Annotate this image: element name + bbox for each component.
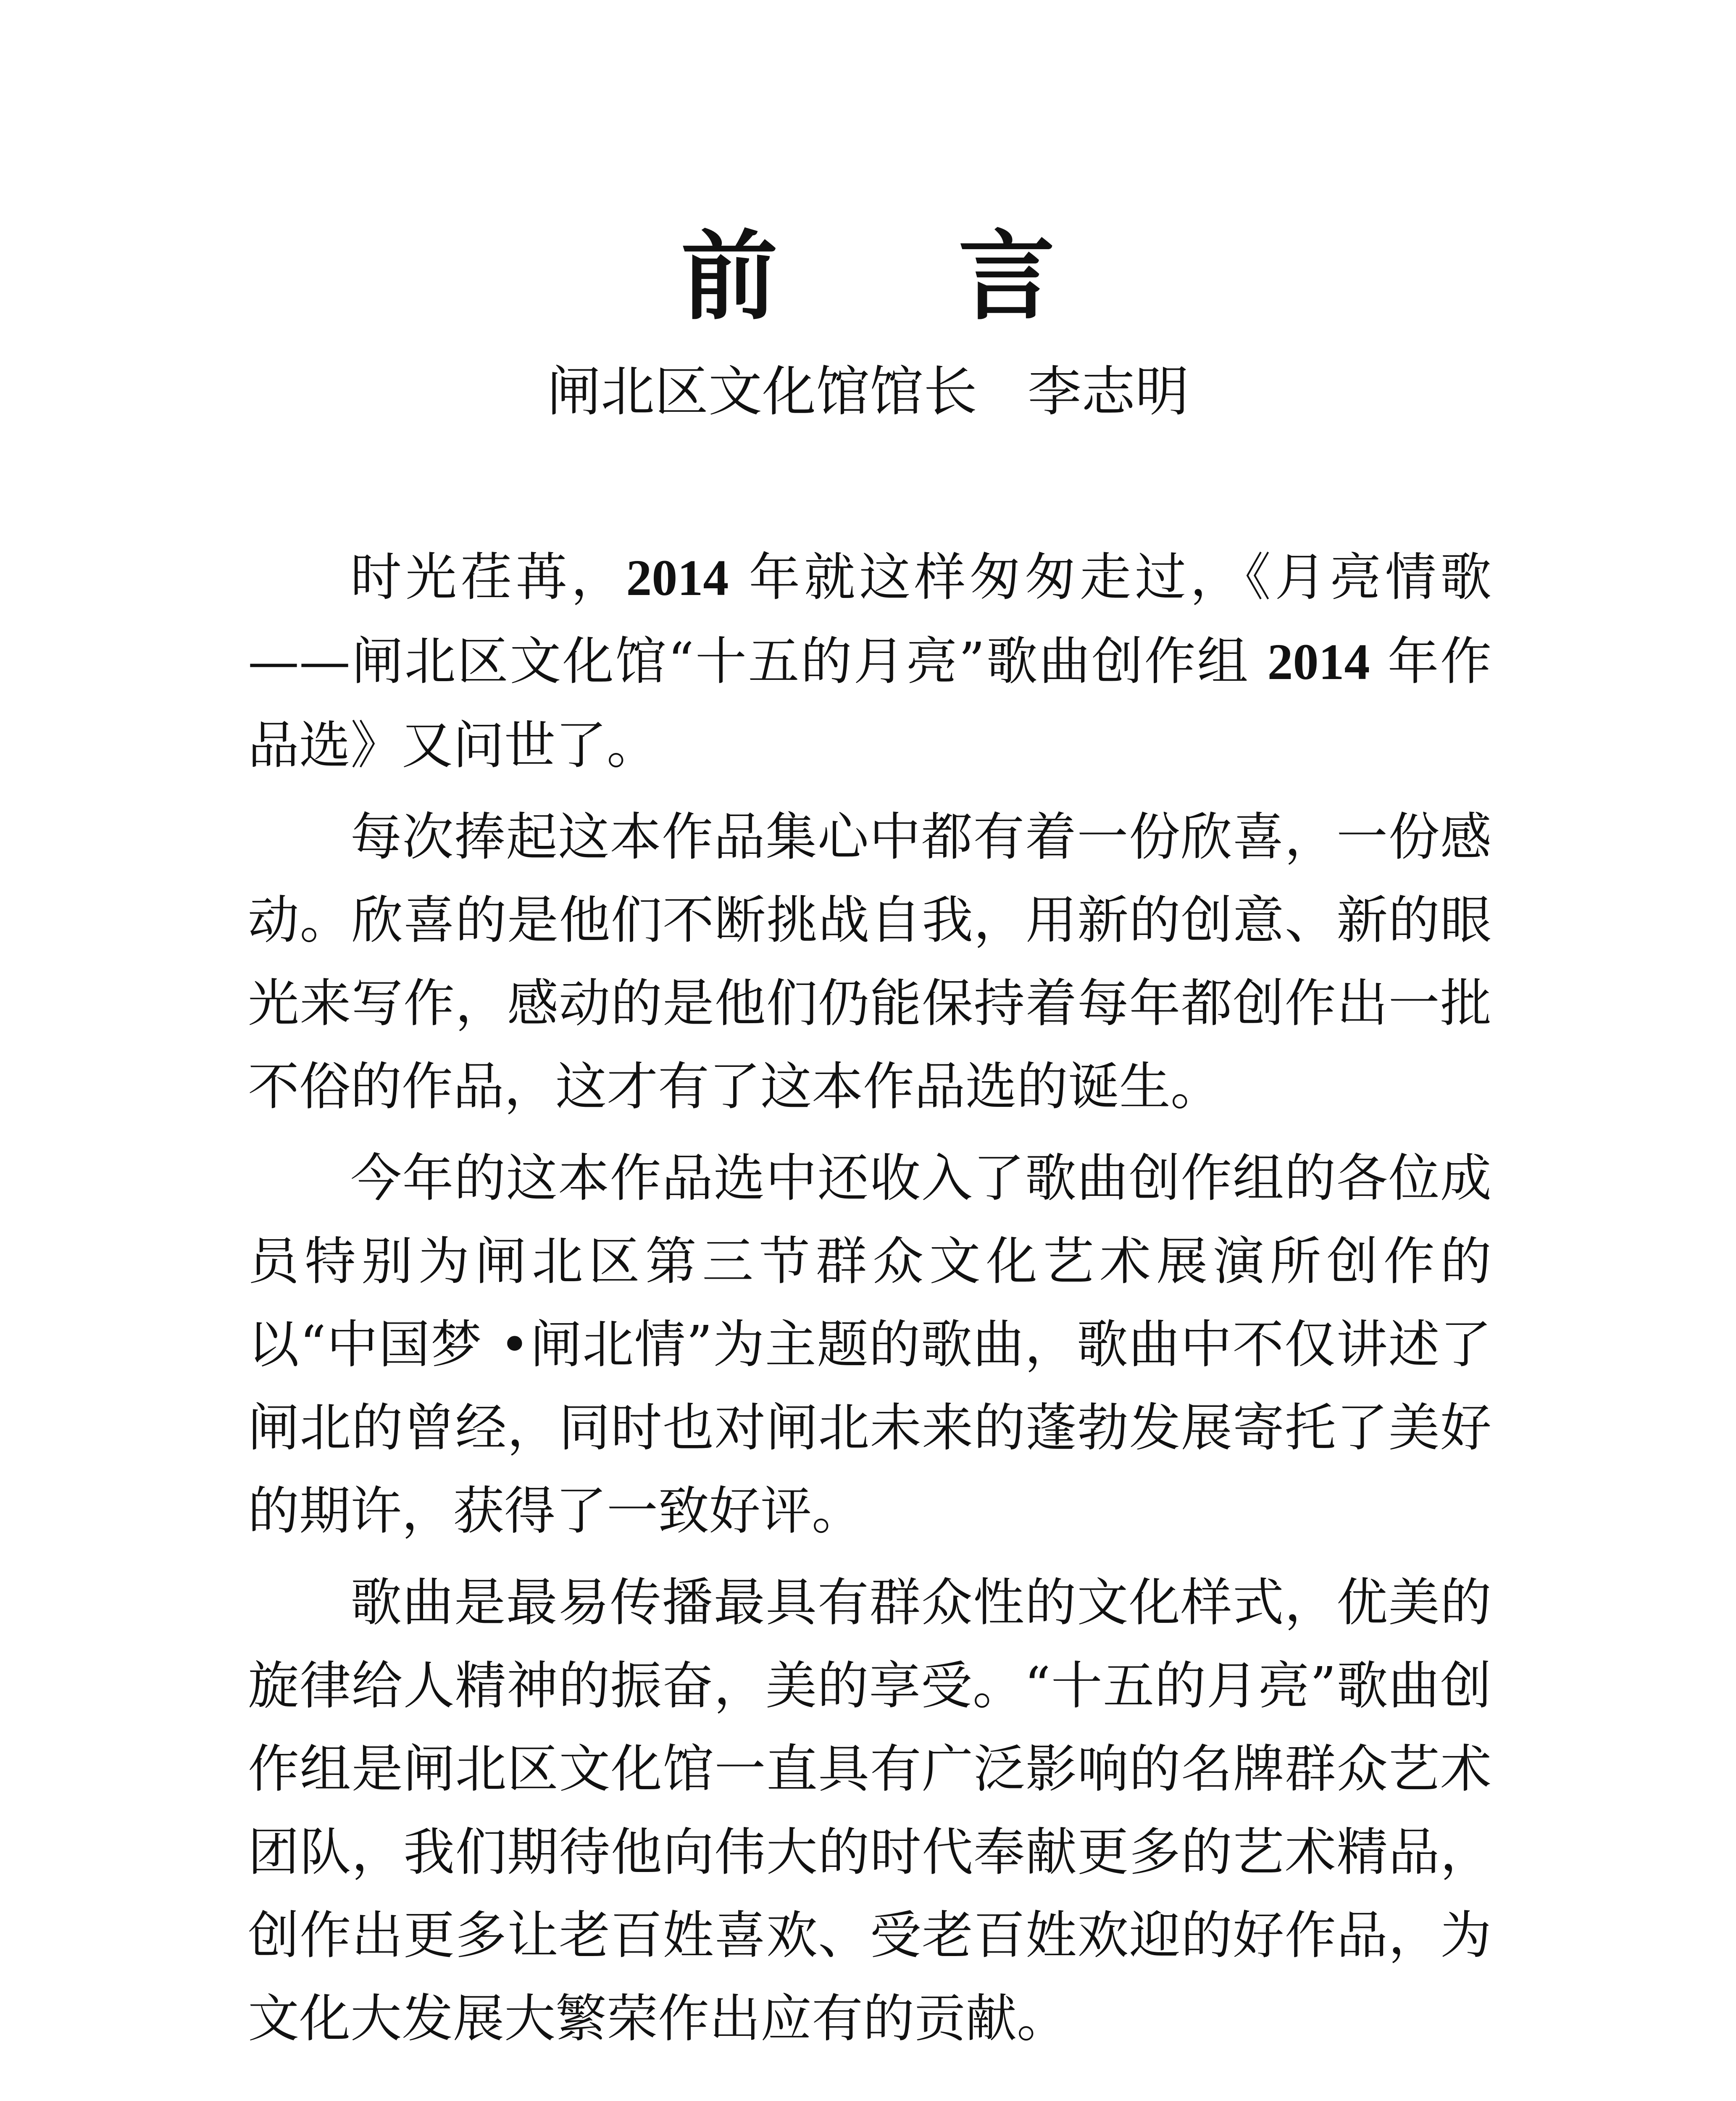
author-line <box>0 357 1736 427</box>
author-role: 闸北区文化馆馆长 <box>547 361 977 423</box>
title-char-2: 言 <box>958 220 1055 333</box>
paragraph-1-text-c: 年作品选》又问世了。 <box>248 632 1491 775</box>
paragraph-4: 歌曲是最易传播最具有群众性的文化样式，优美的旋律给人精神的振奋，美的享受。“十五的月亮”歌曲创作组是闸北区文化馆一直具有广泛影响的名牌群众艺术团队，我们期待他向伟大的时代奉献更多的艺术精品，创作出更多让老百姓喜欢、受老百姓欢迎的好作品，为文化大发展大繁荣作出应有的贡献。 <box>248 1573 1491 2048</box>
paragraph-3: 今年的这本作品选中还收入了歌曲创作组的各位成员特别为闸北区第三节群众文化艺术展演所创作的以“中国梦 •闸北情”为主题的歌曲，歌曲中不仅讲述了闸北的曾经，同时也对闸北未来的蓬勃发展寄托了美好的期许，获得了一致好评。 <box>248 1148 1491 1541</box>
paragraph-1-year-a: 2014 <box>626 550 729 606</box>
preface-body <box>248 536 1491 2069</box>
paragraph-1 <box>248 536 1491 787</box>
paragraph-1-text-a: 时光荏苒， <box>350 548 626 607</box>
title-char-1: 前 <box>681 220 778 333</box>
author-name: 李志明 <box>1028 361 1189 423</box>
paragraph-1-text-b: 年就这样匆匆走过，《月亮情歌——闸北区文化馆“十五的月亮”歌曲创作组 <box>248 548 1492 691</box>
page-title <box>0 219 1736 334</box>
paragraph-2: 每次捧起这本作品集心中都有着一份欣喜，一份感动。欣喜的是他们不断挑战自我，用新的创意、新的眼光来写作，感动的是他们仍能保持着每年都创作出一批不俗的作品，这才有了这本作品选的诞生。 <box>248 807 1491 1116</box>
paragraph-1-year-b: 2014 <box>1267 634 1370 690</box>
